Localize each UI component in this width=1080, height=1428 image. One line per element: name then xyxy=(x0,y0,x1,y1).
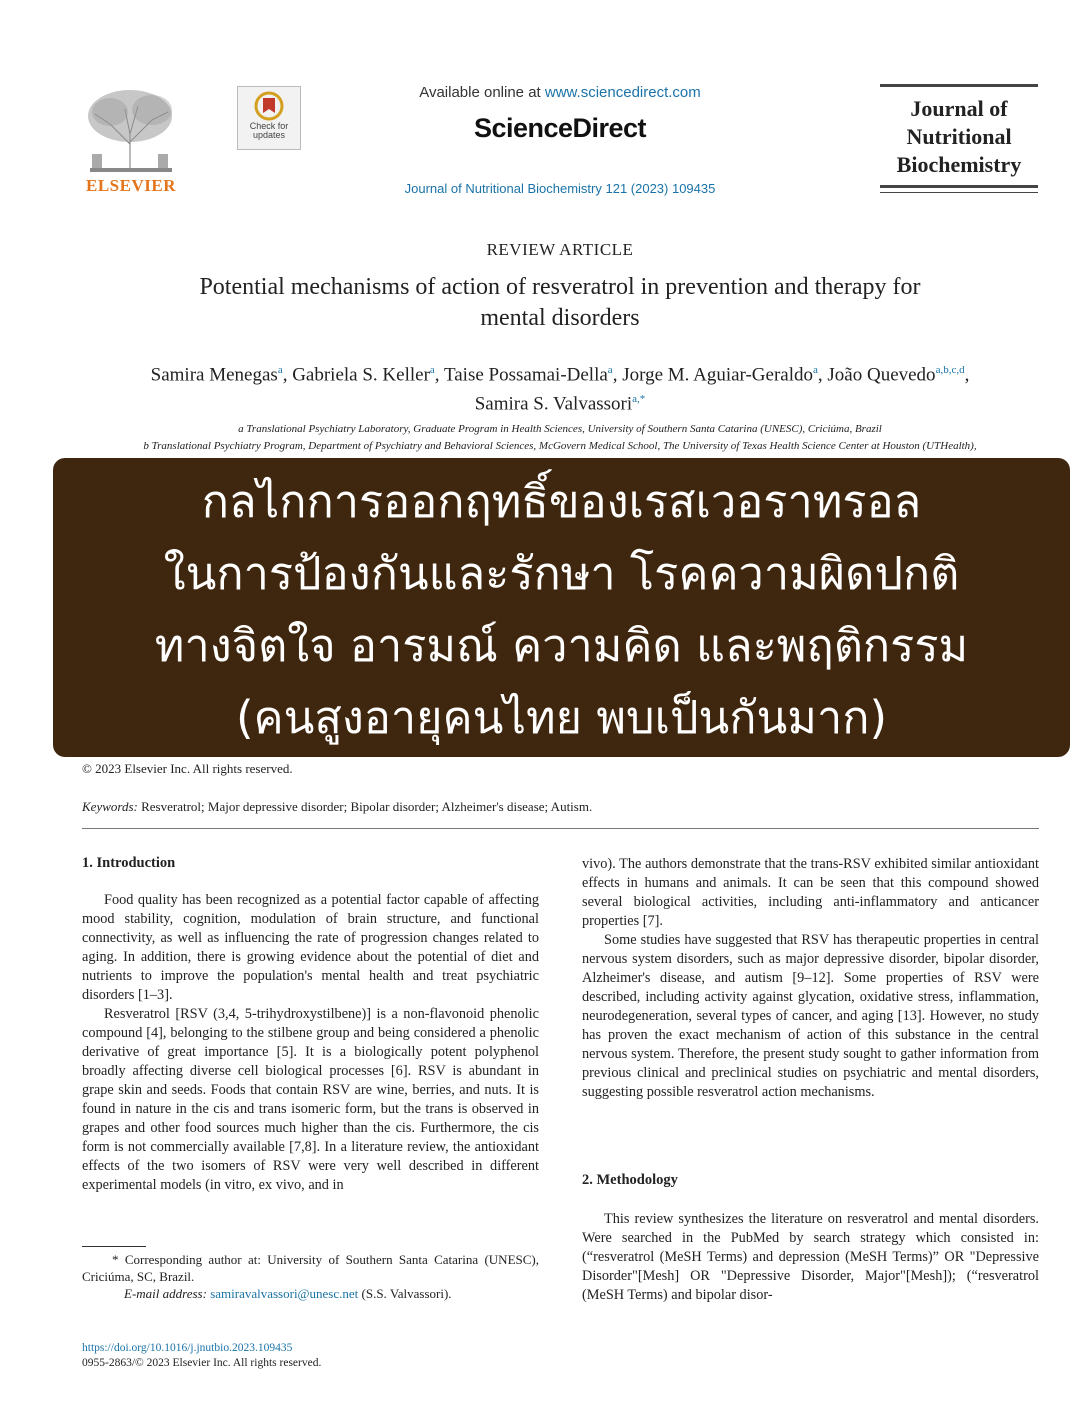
author-affil-mark[interactable]: a,b,c,d xyxy=(935,364,965,376)
journal-brand-line: Biochemistry xyxy=(896,152,1022,177)
author-name[interactable]: Samira S. Valvassori xyxy=(474,393,633,415)
overlay-line: ในการป้องกันและรักษา โรคความผิดปกติ xyxy=(163,547,960,600)
title-line: mental disorders xyxy=(480,305,640,331)
body-paragraph: Some studies have suggested that RSV has therapeutic properties in central nervous system disorders, such as major depressive disorder, bipolar disorder, Alzheimer's disease, and autism [9–12]. Some properties of RSV were described, including activity against glycation, oxidative stress, inflammation, neurodegeneration, several types of cancer, and aging [13]. However, no study has proven the exact mechanism of action of this substance in the central nervous system. Therefore, the present study sought to gather information from previous clinical and preclinical studies on psychiatric and mental disorders, suggesting possible resveratrol action mechanisms. xyxy=(582,932,1039,1100)
overlay-line: กลไกการออกฤทธิ์ของเรสเวอราทรอล xyxy=(201,475,922,528)
corresponding-author: * Corresponding author at: University of Southern Santa Catarina (UNESC), Criciúma, SC, Brazil. xyxy=(82,1252,539,1284)
overlay-line: (คนสูงอายุคนไทย พบเป็นกันมาก) xyxy=(235,691,888,744)
affiliation-a: a Translational Psychiatry Laboratory, Graduate Program in Health Sciences, University of Southern Santa Catarina (UNESC), Criciúma, Brazil xyxy=(238,423,882,435)
footnote xyxy=(82,1251,539,1302)
author-name[interactable]: Gabriela S. Keller xyxy=(292,364,430,386)
methodology-body xyxy=(582,1210,1039,1305)
publisher-name: ELSEVIER xyxy=(86,176,176,195)
author-name[interactable]: Taise Possamai-Della xyxy=(443,364,608,386)
author-list: Samira Menegas$^a$, Gabriela S. Keller$^a$, Taise Possamai-Della$^a$, Jorge M. Aguiar-Geraldo$^a$, João Quevedo$^{a,b,c,d}$, Samira S. Valvassori$^{a,*}$ xyxy=(150,364,970,415)
intro-paragraph: Resveratrol [RSV (3,4, 5-trihydroxystilbene)] is a non-flavonoid phenolic compound [4], belonging to the stilbene group and being considered a phenolic derivative of great importance [5]. It is a biologically potent polyphenol broadly affecting diverse cell biological processes [6]. RSV is abundant in grape skin and seeds. Foods that contain RSV are wine, berries, and nuts. It is found in nature in the cis and trans isomeric form, but the trans is observed in grapes and other food sources much higher than the cis. Furthermore, the cis form is not commercially available [7,8]. In a literature review, the antioxidant effects of the two isomers of RSV were very well described in different experimental models (in vitro, ex vivo, and in xyxy=(82,1006,539,1193)
keywords-label: Keywords: xyxy=(82,799,138,814)
intro-paragraph: Food quality has been recognized as a potential factor capable of affecting mood stability, cognition, modulation of brain structure, and functional connectivity, as well as influencing the rate of progression changes related to aging. In addition, there is growing evidence about the potential of diet and nutrients to improve the population's mental health and treat psychiatric disorders [1–3]. xyxy=(82,892,539,1003)
copyright: © 2023 Elsevier Inc. All rights reserved. xyxy=(82,761,293,776)
article-type: REVIEW ARTICLE xyxy=(486,240,634,259)
methodology-heading: 2. Methodology xyxy=(582,1172,678,1188)
journal-citation-link[interactable]: Journal of Nutritional Biochemistry 121 (2023) 109435 xyxy=(404,181,716,196)
section-divider xyxy=(82,828,1039,829)
available-online xyxy=(330,84,790,101)
author-affil-mark[interactable]: a xyxy=(277,364,283,376)
check-updates-label: Check for updates xyxy=(249,121,289,140)
keywords xyxy=(82,799,592,815)
overlay-line: ทางจิตใจ อารมณ์ ความคิด และพฤติกรรม xyxy=(154,619,969,672)
check-updates-icon xyxy=(254,91,284,121)
available-prefix: Available online at xyxy=(419,84,541,101)
journal-brand xyxy=(880,84,1038,188)
footnote-divider xyxy=(82,1246,146,1247)
keywords-text: Resveratrol; Major depressive disorder; Bipolar disorder; Alzheimer's disease; Autism. xyxy=(141,799,593,814)
title-line: Potential mechanisms of action of resveratrol in prevention and therapy for xyxy=(199,274,921,300)
author-name[interactable]: Jorge M. Aguiar-Geraldo xyxy=(622,364,813,386)
email-line xyxy=(82,1285,539,1302)
body-paragraph: vivo). The authors demonstrate that the trans-RSV exhibited similar antioxidant effects in humans and animals. It can be seen that this compound showed several biological activities, including anti-inflammatory and anticancer properties [7]. xyxy=(582,856,1039,929)
author-name[interactable]: João Quevedo xyxy=(827,364,936,386)
right-column xyxy=(582,855,1039,1102)
journal-brand-line: Journal of xyxy=(910,96,1008,121)
sciencedirect-brand: ScienceDirect xyxy=(473,113,647,143)
doi-link[interactable]: https://doi.org/10.1016/j.jnutbio.2023.109435 xyxy=(82,1342,293,1354)
article-title xyxy=(110,272,1010,334)
author-affil-mark[interactable]: a xyxy=(813,364,818,376)
email-label: E-mail address: xyxy=(124,1286,207,1301)
email-link[interactable]: samiravalvassori@unesc.net xyxy=(210,1286,359,1301)
overlay-text xyxy=(53,466,1070,754)
issn-line: 0955-2863/© 2023 Elsevier Inc. All rights reserved. xyxy=(82,1357,322,1369)
journal-brand-line: Nutritional xyxy=(906,124,1012,149)
check-for-updates-button[interactable] xyxy=(237,86,301,150)
email-suffix: (S.S. Valvassori). xyxy=(361,1286,452,1301)
doi-block xyxy=(82,1341,321,1371)
intro-heading: 1. Introduction xyxy=(82,855,176,871)
author-affil-mark[interactable]: a xyxy=(429,364,435,376)
author-affil-mark[interactable]: a,* xyxy=(632,393,646,406)
affiliation-b: b Translational Psychiatry Program, Department of Psychiatry and Behavioral Sciences, McGovern Medical School, The University of Texas Health Science Center at Houston (UTHealth), xyxy=(143,440,977,452)
author-name[interactable]: Samira Menegas xyxy=(150,364,278,386)
sciencedirect-link[interactable]: www.sciencedirect.com xyxy=(544,84,701,101)
body-paragraph: This review synthesizes the literature on resveratrol and mental disorders. Were searched in the PubMed by search strategy which consisted in: (“resveratrol (MeSH Terms) and depression (MeSH Terms)” OR "Depressive Disorder"[Mesh] OR "Depressive Disorder, Major"[Mesh]); (“resveratrol (MeSH Terms) and bipolar disor- xyxy=(582,1211,1039,1303)
author-affil-mark[interactable]: a xyxy=(607,364,613,376)
intro-body xyxy=(82,891,539,1195)
